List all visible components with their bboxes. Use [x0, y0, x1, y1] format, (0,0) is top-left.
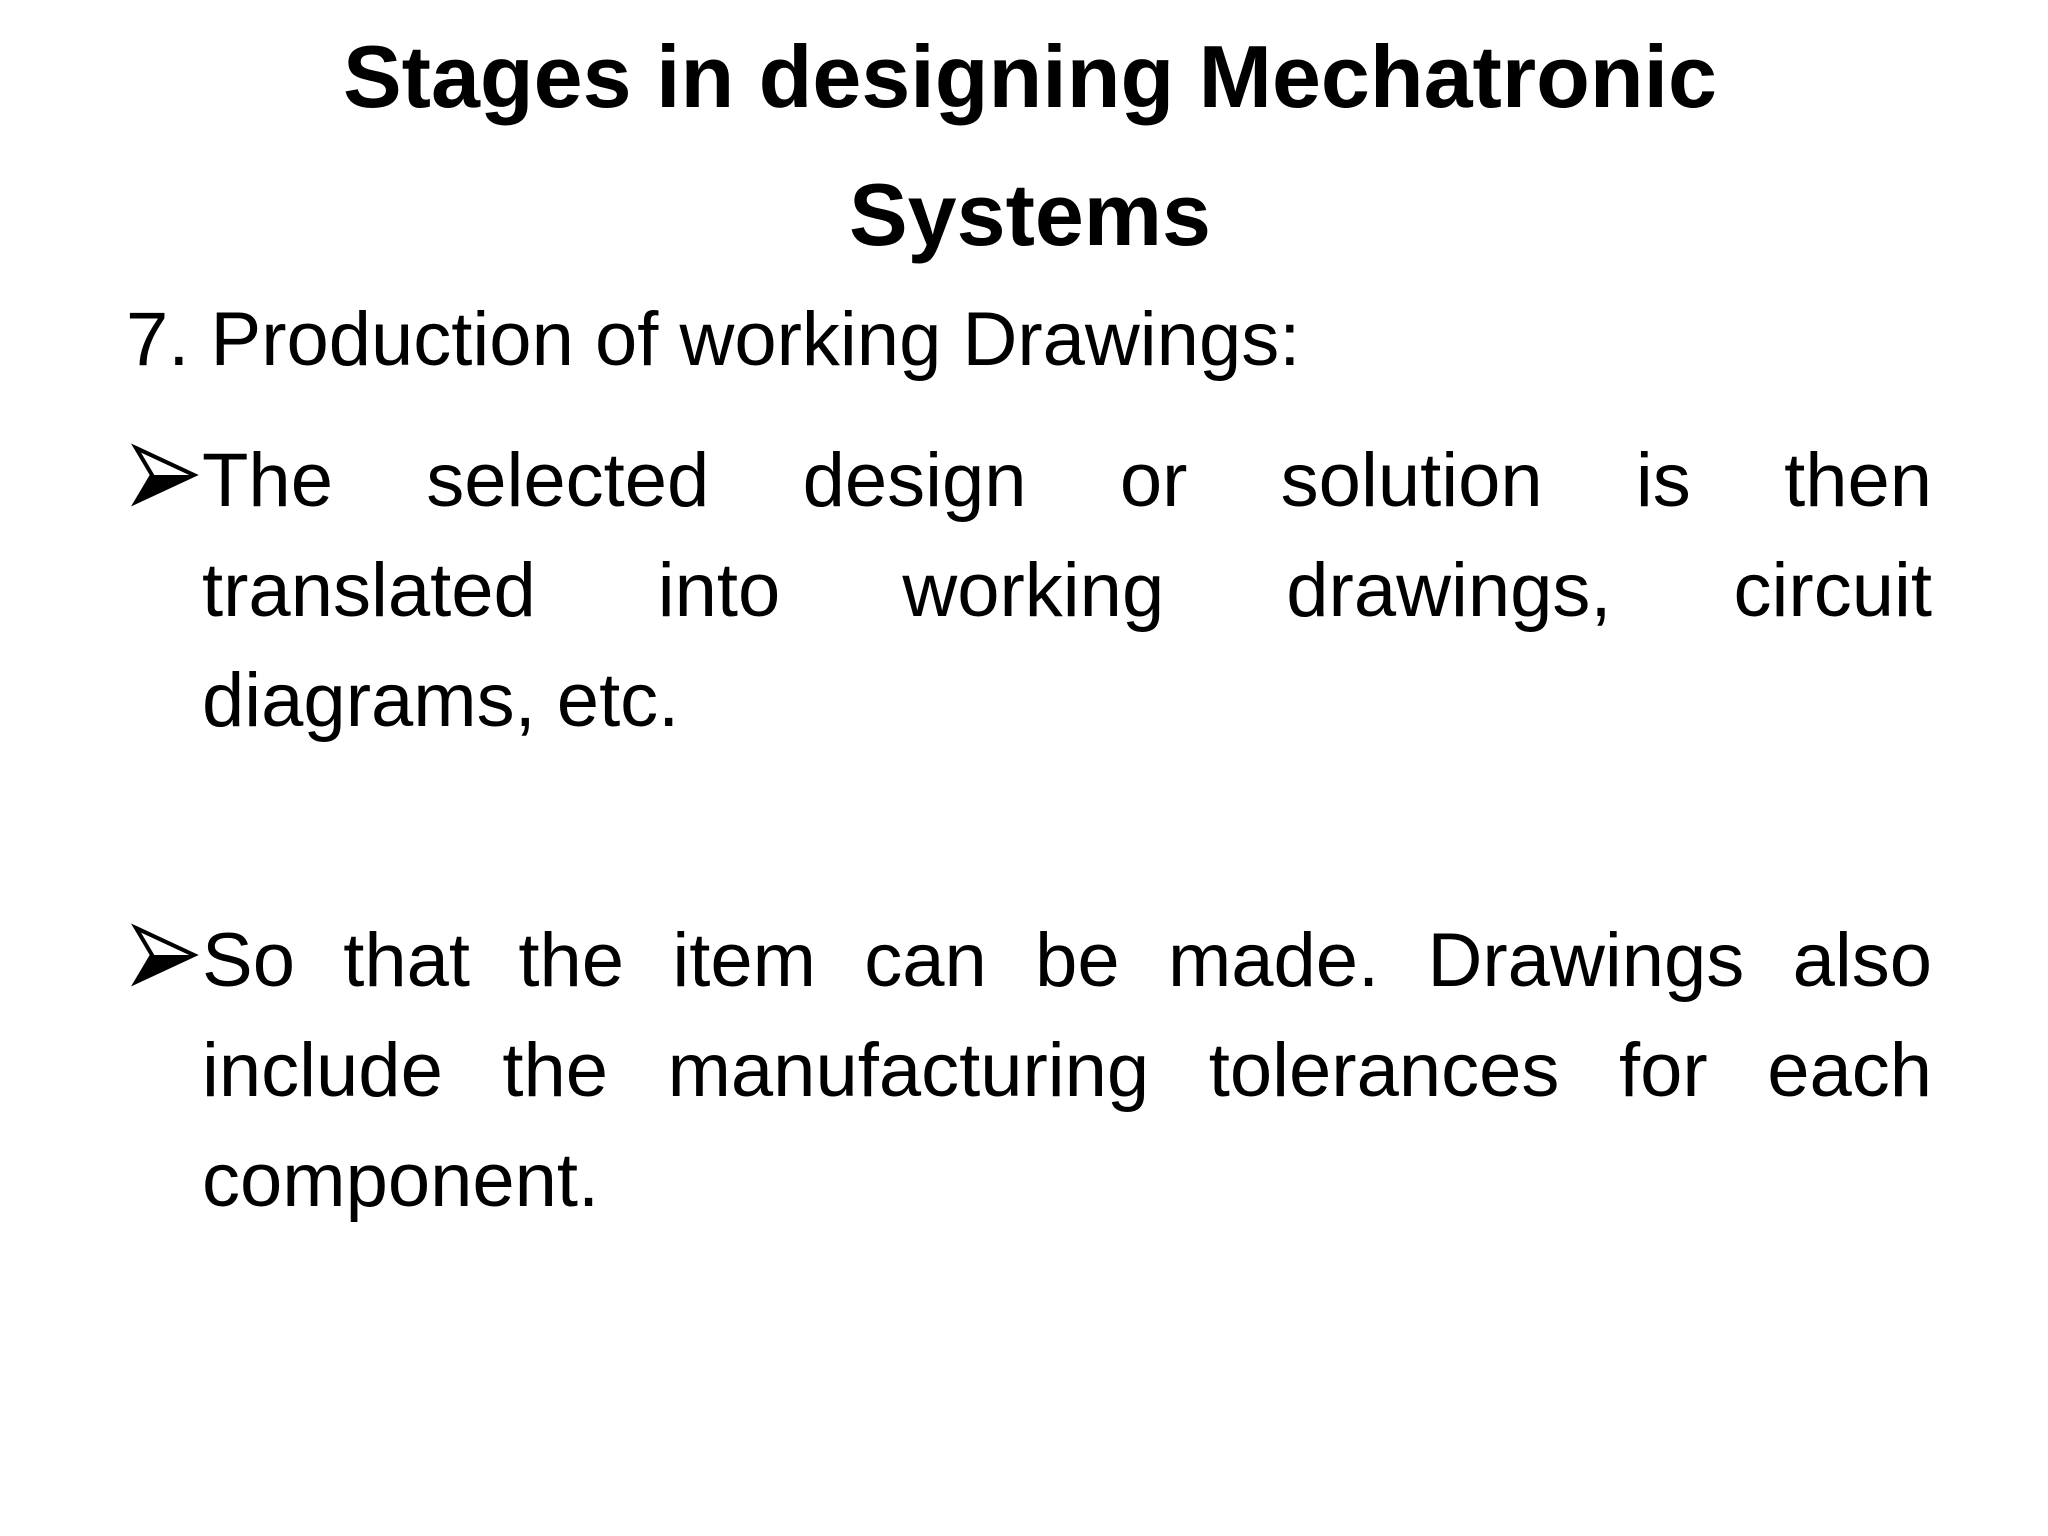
bullet-line: So that the item can be made. Drawings also	[202, 918, 1932, 1003]
bullet-line: component.	[202, 1138, 600, 1223]
bullet-text	[202, 426, 1932, 756]
section-heading: 7. Production of working Drawings:	[126, 297, 1301, 382]
bullet-line: diagrams, etc.	[202, 658, 680, 743]
bullet-line: translated into working drawings, circuit	[202, 548, 1932, 633]
arrow-bullet-icon	[130, 440, 200, 510]
slide-title: Stages in designing Mechatronic Systems	[342, 27, 1717, 264]
bullet-line: include the manufacturing tolerances for each	[202, 1028, 1932, 1113]
bullet-line: The selected design or solution is then	[202, 438, 1932, 523]
arrow-bullet-icon	[130, 920, 200, 990]
bullet-text	[202, 906, 1932, 1236]
